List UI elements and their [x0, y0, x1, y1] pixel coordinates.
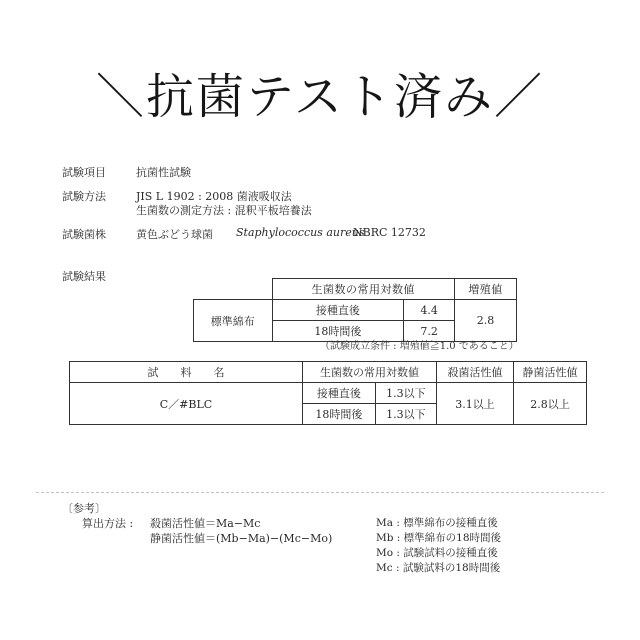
control-table — [193, 278, 517, 342]
control-18h-label: 18時間後 — [272, 321, 404, 342]
control-immediate-label: 接種直後 — [272, 300, 404, 321]
count-method-value: 生菌数の測定方法 : 混釈平板培養法 — [136, 204, 312, 217]
control-growth-header: 増殖値 — [455, 279, 517, 300]
control-18h-value: 7.2 — [404, 321, 455, 342]
page-title: ＼抗菌テスト済み／ — [95, 69, 545, 125]
definition-mo: Mo : 試験試料の接種直後 — [376, 547, 498, 559]
bactericidal-value: 3.1以上 — [437, 383, 514, 425]
bacteriostatic-formula: 静菌活性値＝(Mb−Ma)−(Mc−Mo) — [150, 532, 333, 545]
sample-count-header: 生菌数の常用対数値 — [303, 362, 437, 383]
validity-note: （試験成立条件 : 増殖値≧1.0 であること） — [320, 341, 519, 352]
test-method-value: JIS L 1902 : 2008 菌液吸収法 — [136, 190, 292, 203]
test-strain-scientific: Staphylococcus aureus — [236, 226, 365, 239]
sample-name-value: C／#BLC — [70, 383, 303, 425]
control-immediate-value: 4.4 — [404, 300, 455, 321]
bacteriostatic-header: 静菌活性値 — [514, 362, 587, 383]
test-method-label: 試験方法 — [62, 190, 106, 203]
reference-label: 〔参考〕 — [62, 502, 106, 515]
sample-18h-label: 18時間後 — [303, 404, 376, 425]
test-strain-label: 試験菌株 — [62, 228, 106, 241]
test-strain-code: NBRC 12732 — [353, 226, 426, 239]
test-item-label: 試験項目 — [62, 166, 106, 179]
sample-name-header: 試 料 名 — [70, 362, 303, 383]
definition-mc: Mc : 試験試料の18時間後 — [376, 562, 501, 574]
control-count-header: 生菌数の常用対数値 — [272, 279, 454, 300]
bactericidal-header: 殺菌活性値 — [437, 362, 514, 383]
sample-immediate-label: 接種直後 — [303, 383, 376, 404]
sample-18h-value: 1.3以下 — [375, 404, 436, 425]
growth-value: 2.8 — [455, 300, 517, 342]
reference-divider — [36, 492, 604, 493]
standard-cotton-label: 標準綿布 — [194, 300, 273, 342]
results-label: 試験結果 — [62, 270, 106, 283]
sample-table — [69, 361, 587, 425]
test-item-value: 抗菌性試験 — [136, 166, 191, 179]
test-strain-jp: 黄色ぶどう球菌 — [136, 228, 213, 241]
bacteriostatic-value: 2.8以上 — [514, 383, 587, 425]
bactericidal-formula: 殺菌活性値＝Ma−Mc — [150, 517, 261, 530]
calculation-method-label: 算出方法 : — [82, 517, 134, 530]
definition-ma: Ma : 標準綿布の接種直後 — [376, 517, 498, 529]
sample-immediate-value: 1.3以下 — [375, 383, 436, 404]
definition-mb: Mb : 標準綿布の18時間後 — [376, 532, 502, 544]
